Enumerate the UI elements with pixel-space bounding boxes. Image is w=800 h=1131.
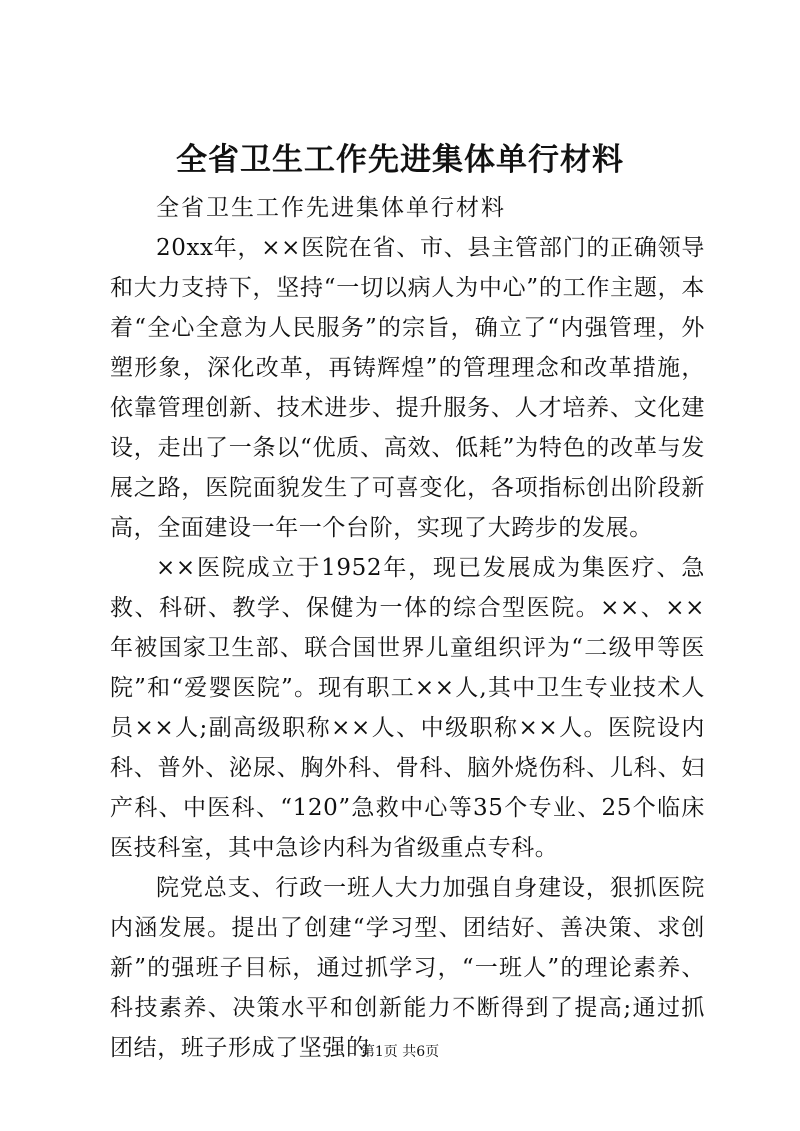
paragraph-intro: 20xx年，××医院在省、市、县主管部门的正确领导和大力支持下，坚持“一切以病人为中心”的工作主题，本着“全心全意为人民服务”的宗旨，确立了“内强管理，外塑形象，深化改革，再铸辉煌”的管理理念和改革措施，依靠管理创新、技术进步、提升服务、人才培养、文化建设，走出了一条以“优质、高效、低耗”为特色的改革与发展之路，医院面貌发生了可喜变化，各项指标创出阶段新高，全面建设一年一个台阶，实现了大跨步的发展。 bbox=[110, 235, 705, 541]
document-body bbox=[110, 188, 705, 1068]
paragraph-hospital-profile: ××医院成立于1952年，现已发展成为集医疗、急救、科研、教学、保健为一体的综合型医院。××、××年被国家卫生部、联合国世界儿童组织评为“二级甲等医院”和“爱婴医院”。现有职工××人,其中卫生专业技术人员××人;副高级职称××人、中级职称××人。医院设内科、普外、泌尿、胸外科、骨科、脑外烧伤科、儿科、妇产科、中医科、“120”急救中心等35个专业、25个临床医技科室，其中急诊内科为省级重点专科。 bbox=[110, 555, 705, 861]
subtitle-paragraph: 全省卫生工作先进集体单行材料 bbox=[156, 195, 506, 221]
page-number-footer: 第1页 共6页 bbox=[360, 1044, 440, 1060]
page-title: 全省卫生工作先进集体单行材料 bbox=[176, 142, 624, 178]
paragraph-leadership: 院党总支、行政一班人大力加强自身建设，狠抓医院内涵发展。提出了创建“学习型、团结好、善决策、求创新”的强班子目标，通过抓学习，“一班人”的理论素养、科技素养、决策水平和创新能力不断得到了提高;通过抓团结，班子形成了坚强的 bbox=[110, 875, 705, 1061]
